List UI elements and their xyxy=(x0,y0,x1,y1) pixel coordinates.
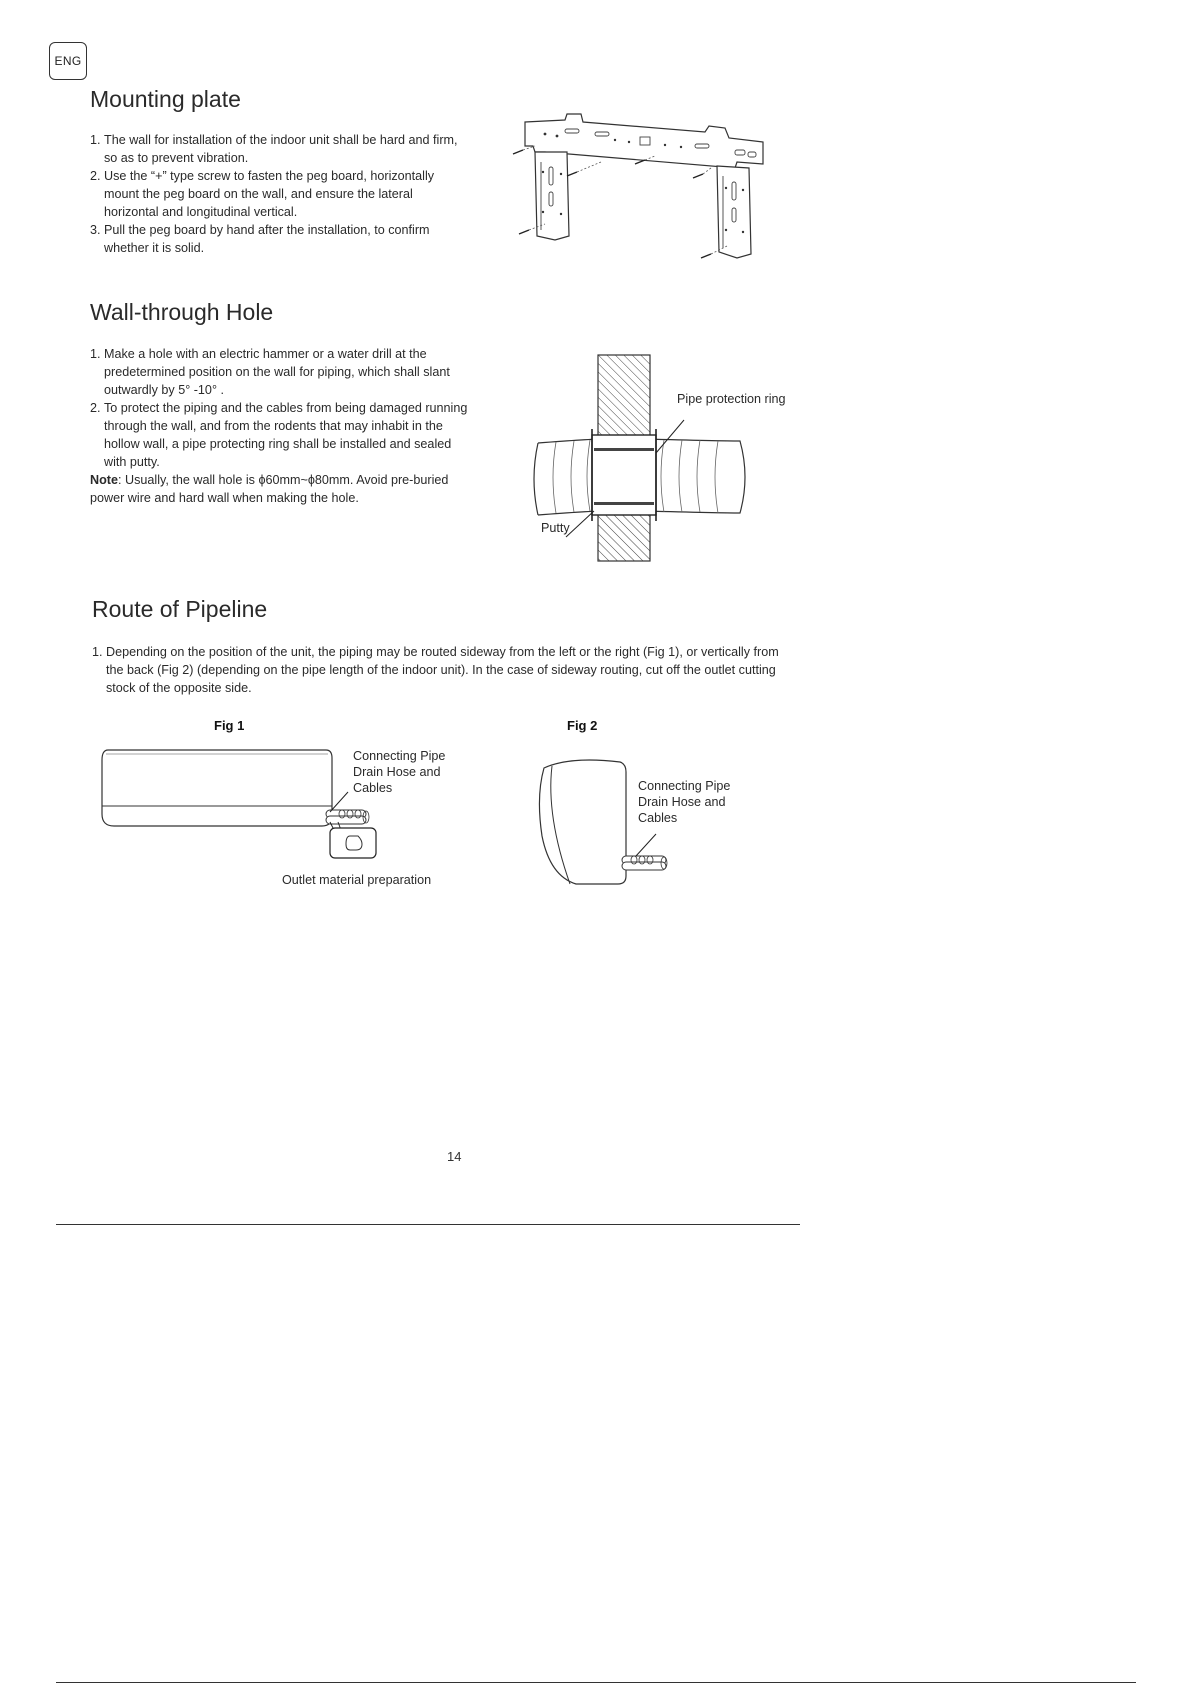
wall-hole-list xyxy=(90,345,470,471)
wall-hole-note xyxy=(90,471,450,507)
fig1-label-outlet: Outlet material preparation xyxy=(282,873,432,887)
fig1-title: Fig 1 xyxy=(214,718,245,733)
fig1-diagram xyxy=(98,748,388,860)
mounting-plate-list xyxy=(90,131,470,257)
fig2-label-pipe: Connecting Pipe Drain Hose and Cables xyxy=(638,779,731,825)
note-label: Note xyxy=(90,473,118,487)
page-number: 14 xyxy=(447,1149,462,1164)
section-title-route: Route of Pipeline xyxy=(92,596,268,622)
list-item: 1. Depending on the position of the unit, the piping may be routed sideway from the left or the right (Fig 1), or vertically from the back (Fig 2) (depending on the pipe length of the indoor unit). In the case of sideway routing, cut off the outlet cutting stock of the opposite side. xyxy=(92,645,779,695)
list-item: 2. Use the “+” type screw to fasten the peg board, horizontally mount the peg board on the wall, and ensure the lateral horizontal and longitudinal vertical. xyxy=(90,169,435,219)
section-title-wall-hole: Wall-through Hole xyxy=(90,299,274,325)
label-pipe-protection-ring: Pipe protection ring xyxy=(677,392,786,406)
language-badge: ENG xyxy=(49,42,87,80)
list-item: 1. Make a hole with an electric hammer or a water drill at the predetermined position on the wall for piping, which shall slant outwardly by 5° -10° . xyxy=(90,347,450,397)
footer-divider xyxy=(56,1224,800,1225)
list-item: 3. Pull the peg board by hand after the installation, to confirm whether it is solid. xyxy=(90,223,430,255)
fig2-title: Fig 2 xyxy=(567,718,598,733)
list-item: 2. To protect the piping and the cables from being damaged running through the wall, and from the rodents that may inhabit in the hollow wall, a pipe protecting ring shall be installed and sealed with putty. xyxy=(90,401,468,469)
route-list xyxy=(92,643,792,697)
note-text: : Usually, the wall hole is ϕ60mm~ϕ80mm. Avoid pre-buried power wire and hard wall when making the hole. xyxy=(90,473,449,505)
mounting-plate-diagram xyxy=(505,112,775,262)
section-title-mounting-plate: Mounting plate xyxy=(90,86,241,112)
bottom-divider xyxy=(56,1682,1136,1683)
list-item: 1. The wall for installation of the indoor unit shall be hard and firm, so as to prevent vibration. xyxy=(90,133,458,165)
fig1-label-pipe: Connecting Pipe Drain Hose and Cables xyxy=(353,749,446,795)
label-putty: Putty xyxy=(541,521,570,535)
